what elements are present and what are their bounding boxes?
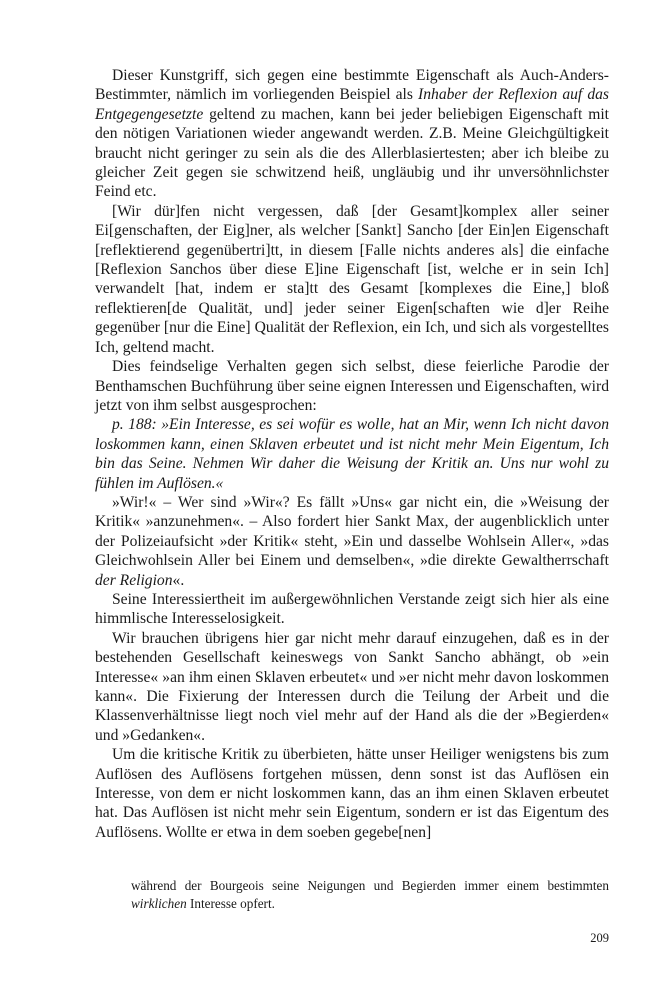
paragraph: [95, 629, 609, 745]
text-segment: Seine Interessiertheit im außergewöhnlichen Verstande zeigt sich hier als eine himmlische Interesselosigkeit.: [95, 590, 609, 628]
footnote-text: [131, 877, 609, 913]
paragraph: [95, 745, 609, 842]
paragraph: [95, 415, 609, 493]
text-segment: Dies feindselige Verhalten gegen sich selbst, diese feierliche Parodie der Benthamschen Buchführung über seine eignen Interessen und Eigenschaften, wird jetzt von ihm selbst ausgesprochen:: [95, 358, 609, 414]
text-segment: »Wir!« – Wer sind »Wir«? Es fällt »Uns« gar nicht ein, die »Weisung der Kritik« »anzunehmen«. – Also fordert hier Sankt Max, der augenblicklich unter der Polizeiaufsicht »der Kritik« steht, »Ein und dasselbe Wohlsein Aller«, »das Gleichwohlsein Aller bei Einem und demselben«, »die direkte Gewaltherrschaft: [95, 493, 609, 570]
text-segment: Dieser Kunstgriff, sich gegen eine bestimmte Eigenschaft als Auch-Anders-Bestimmter, nämlich im vorliegenden Beispiel als: [95, 67, 609, 104]
paragraph: [95, 590, 609, 629]
paragraph: [95, 66, 609, 202]
paragraph: [95, 202, 609, 357]
paragraph: [95, 493, 609, 590]
text-segment: Wir brauchen übrigens hier gar nicht mehr darauf einzugehen, daß es in der bestehenden Gesellschaft keineswegs von Sankt Sancho abhängt, ob »ein Interesse« »an ihm einen Sklaven erbeutet« und »er nicht mehr davon loskommen kann«. Die Fixierung der Interessen durch die Teilung der Arbeit und die Klassenverhältnisse liegt noch viel mehr auf der Hand als die der »Begierden« und »Gedanken«.: [95, 629, 609, 744]
italic-text-segment: der Religion: [95, 571, 173, 589]
paragraph: [95, 357, 609, 415]
text-segment: «.: [172, 571, 185, 589]
text-segment: geltend zu machen, kann bei jeder beliebigen Eigenschaft mit den nötigen Variationen wieder angewandt werden. Z.B. Meine Gleichgültigkeit braucht nicht geringer zu sein als die des Allerblasiertesten; aber ich bleibe zu gleicher Zeit gegen sie schwitzend heiß, ungläubig und ihr unversöhnlichster Feind etc.: [95, 105, 609, 201]
italic-text-segment: wirklichen: [131, 896, 187, 911]
text-segment: Interesse opfert.: [186, 896, 275, 911]
footnote: [131, 877, 609, 913]
page-number: 209: [590, 931, 609, 945]
italic-text-segment: p. 188: »Ein Interesse, es sei wofür es wolle, hat an Mir, wenn Ich nicht davon loskommen kann, einen Sklaven erbeutet und ist nicht mehr Mein Eigentum, Ich bin das Seine. Nehmen Wir daher die Weisung der Kritik an. Uns nur wohl zu fühlen im Auflösen.«: [95, 416, 609, 492]
main-text-body: [95, 66, 609, 842]
text-segment: [Wir dür]fen nicht vergessen, daß [der Gesamt]komplex aller seiner Ei[genschaften, der Eig]ner, als welcher [Sankt] Sancho [der Ein]en Eigenschaft [reflektierend gegenübertri]tt, in diesem [Falle nichts anderes als] die einfache [Reflexion Sanchos über diese E]ine Eigenschaft [ist, welche er in sein Ich] verwandelt [hat, indem er sta]tt des Gesamt [komplexes die Eine,] bloß reflektieren[de Qualität, und] jeder seiner Eigen[schaften wie d]er Reihe gegenüber [nur die Eine] Qualität der Reflexion, ein Ich, und sich als vorgestelltes Ich, geltend macht.: [95, 202, 609, 356]
text-segment: Um die kritische Kritik zu überbieten, hätte unser Heiliger wenigstens bis zum Auflösen des Auflösens fortgehen müssen, denn sonst ist das Auflösen ein Interesse, von dem er nicht loskommen kann, das an ihm einen Sklaven erbeutet hat. Das Auflösen ist nicht mehr sein Eigentum, sondern er ist das Eigentum des Auflösens. Wollte er etwa in dem soeben gegebe[nen]: [95, 746, 609, 841]
text-segment: während der Bourgeois seine Neigungen und Begierden immer einem bestimmten: [131, 878, 609, 893]
italic-text-segment: Inhaber der Reflexion auf das Entgegengesetzte: [95, 86, 609, 123]
